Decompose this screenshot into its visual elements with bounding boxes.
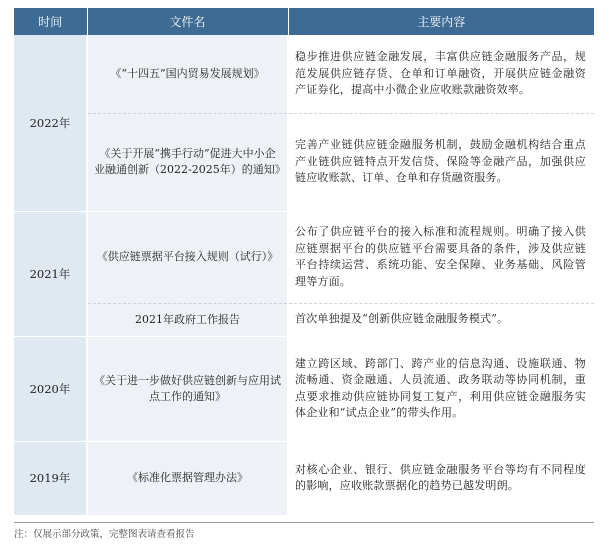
content-cell: 对核心企业、银行、供应链金融服务平台等均有不同程度的影响，应收账款票据化的趋势已越发明朗。	[288, 441, 594, 515]
doc-name-cell: 《标准化票据管理办法》	[87, 441, 288, 515]
table-row	[14, 303, 594, 336]
content-cell: 稳步推进供应链金融发展，丰富供应链金融服务产品，规范发展供应链存货、仓单和订单融资，开展供应链金融资产证券化，提高中小微企业应收账款融资效率。	[288, 35, 594, 113]
year-cell: 2022年	[14, 35, 87, 211]
header-time: 时间	[14, 8, 87, 35]
policy-table	[14, 8, 594, 516]
year-cell: 2020年	[14, 336, 87, 441]
table-row	[14, 441, 594, 515]
footnote: 注：仅展示部分政策，完整图表请查看报告	[14, 522, 594, 540]
content-cell: 完善产业链供应链金融服务机制，鼓励金融机构结合重点产业链供应链特点开发信贷、保险等金融产品，加强供应链应收账款、订单、仓单和存货融资服务。	[288, 113, 594, 211]
table-row	[14, 113, 594, 211]
doc-name-cell: 《关于进一步做好供应链创新与应用试点工作的通知》	[87, 336, 288, 441]
table-row	[14, 336, 594, 441]
header-row	[14, 8, 594, 35]
doc-name-cell: 《关于开展“携手行动”促进大中小企业融通创新（2022-2025年）的通知》	[87, 113, 288, 211]
doc-name-cell: 《“十四五”国内贸易发展规划》	[87, 35, 288, 113]
year-cell: 2021年	[14, 211, 87, 336]
header-doc: 文件名	[87, 8, 288, 35]
table-row	[14, 211, 594, 303]
header-content: 主要内容	[288, 8, 594, 35]
year-cell: 2019年	[14, 441, 87, 515]
doc-name-cell: 2021年政府工作报告	[87, 303, 288, 336]
table-row	[14, 35, 594, 113]
content-cell: 建立跨区域、跨部门、跨产业的信息沟通、设施联通、物流畅通、资金融通、人员流通、政务联动等协同机制，重点要求推动供应链协同复工复产，利用供应链金融服务实体企业和“试点企业”的带头作用。	[288, 336, 594, 441]
content-cell: 公布了供应链平台的接入标准和流程规则。明确了接入供应链票据平台的供应链平台需要具备的条件，涉及供应链平台持续运营、系统功能、安全保障、业务基础、风险管理等方面。	[288, 211, 594, 303]
doc-name-cell: 《供应链票据平台接入规则（试行）》	[87, 211, 288, 303]
content-cell: 首次单独提及“创新供应链金融服务模式”。	[288, 303, 594, 336]
